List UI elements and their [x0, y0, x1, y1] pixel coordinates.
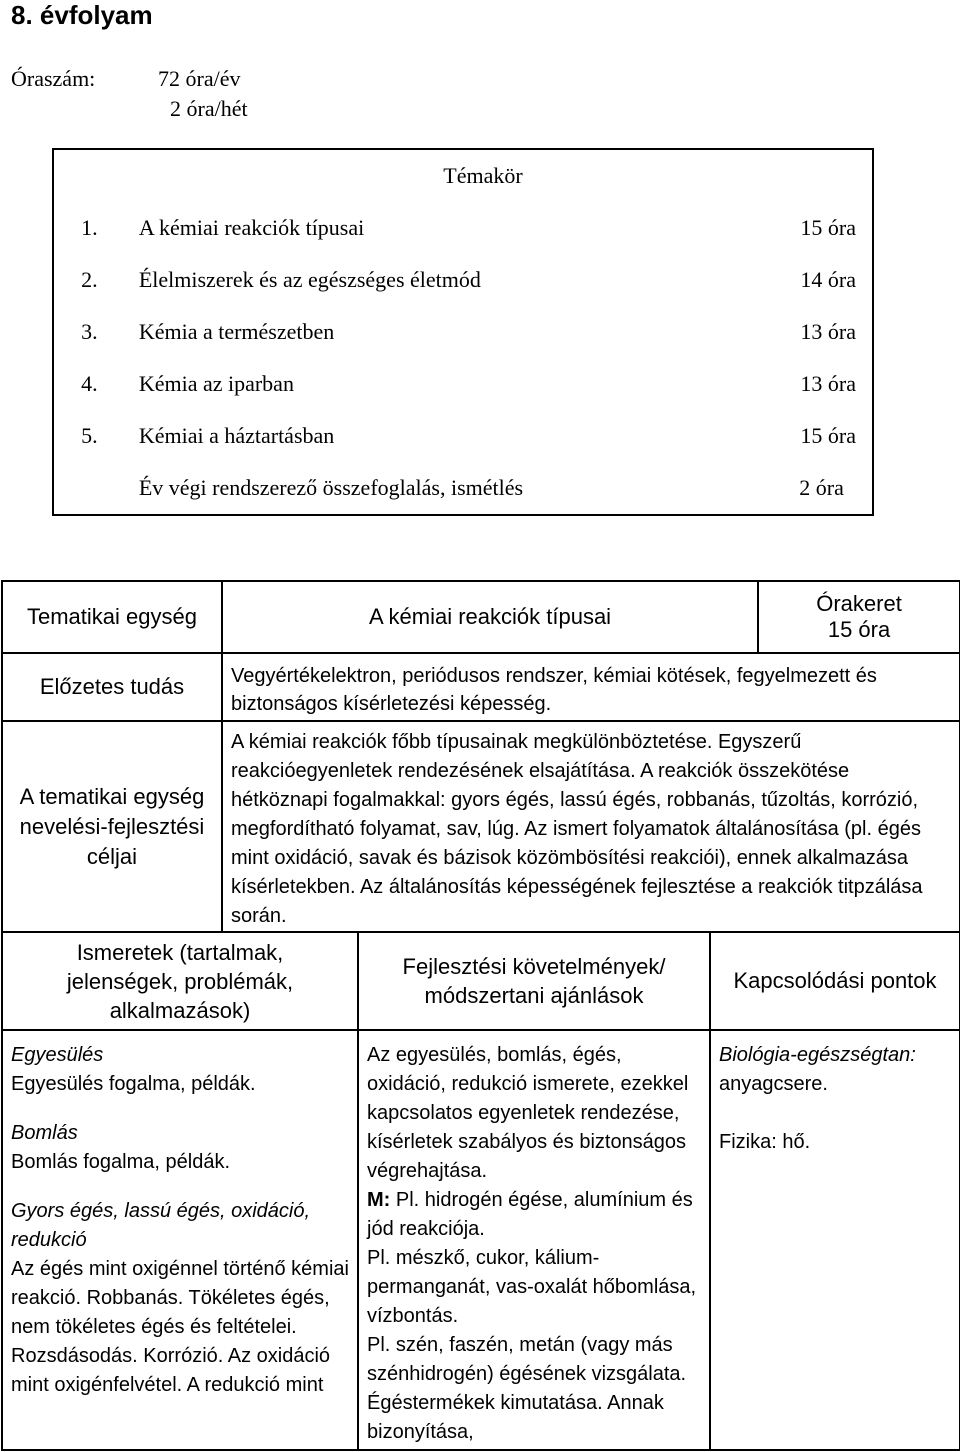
knowledge-item [11, 1119, 349, 1177]
topic-hours: 13 óra [771, 358, 873, 410]
topic-row [53, 462, 873, 515]
knowledge-item [11, 1041, 349, 1099]
unit-table [1, 580, 960, 1451]
knowledge-column-header: Ismeretek (tartalmak, jelenségek, problémák, alkalmazások) [66, 939, 294, 1023]
topic-number: 3. [53, 306, 125, 358]
knowledge-item [11, 1197, 349, 1400]
topic-number: 4. [53, 358, 125, 410]
connection-text-1: anyagcsere. [719, 1073, 828, 1095]
requirements-cell [358, 1030, 710, 1450]
goals-label: A tematikai egység nevelési-fejlesztési céljai [19, 783, 205, 869]
topic-hours: 2 óra [771, 462, 873, 515]
method-text: Pl. hidrogén égése, alumínium és jód reakciója. [367, 1189, 693, 1240]
topic-hours: 15 óra [771, 410, 873, 462]
connection-text-2: hő. [776, 1131, 811, 1153]
topic-number: 2. [53, 254, 125, 306]
connections-cell [710, 1030, 960, 1450]
topic-hours: 15 óra [771, 202, 873, 254]
topic-row [53, 254, 873, 306]
hours-frame-value: 15 óra [827, 617, 891, 642]
requirements-paragraph-2: Pl. mészkő, cukor, kálium-permanganát, vas-oxalát hőbomlása, vízbontás. [367, 1247, 697, 1327]
hours-label: Óraszám: [11, 66, 96, 91]
knowledge-item-title: Egyesülés [11, 1044, 104, 1066]
connection-subject-1: Biológia-egészségtan: [719, 1044, 916, 1066]
method-label: M: [367, 1189, 391, 1211]
unit-label: Tematikai egység [27, 604, 197, 629]
connections-column-header: Kapcsolódási pontok [733, 968, 937, 993]
topic-title: A kémiai reakciók típusai [138, 215, 365, 240]
topic-hours: 14 óra [771, 254, 873, 306]
topic-title: Kémia a természetben [138, 319, 335, 344]
topic-number [53, 462, 125, 515]
topic-row [53, 410, 873, 462]
hours-per-week: 2 óra/hét [170, 96, 248, 121]
knowledge-item-title: Bomlás [11, 1122, 78, 1144]
knowledge-item-text: Egyesülés fogalma, példák. [11, 1073, 256, 1095]
knowledge-item-text: Az égés mint oxigénnel történő kémiai reakció. Robbanás. Tökéletes égés, nem tökéletes égés és feltételei. Rozsdásodás. Korrózió. Az oxidáció mint oxigénfelvétel. A redukció mint [11, 1258, 349, 1396]
topic-title: Kémia az iparban [138, 371, 294, 396]
prior-knowledge-label: Előzetes tudás [39, 674, 185, 699]
topic-row [53, 306, 873, 358]
topic-title: Év végi rendszerező összefoglalás, ismétlés [125, 462, 771, 515]
unit-title: A kémiai reakciók típusai [368, 604, 612, 629]
requirements-paragraph-3: Pl. szén, faszén, metán (vagy más szénhidrogén) égésének vizsgálata. Égéstermékek kimutatása. Annak bizonyítása, [367, 1334, 687, 1443]
topic-title: Kémiai a háztartásban [138, 423, 335, 448]
page-heading: 8. évfolyam [11, 0, 153, 30]
topic-number: 1. [53, 202, 125, 254]
connection-subject-2: Fizika: [719, 1131, 777, 1153]
topic-title: Élelmiszerek és az egészséges életmód [138, 267, 481, 292]
knowledge-item-title: Gyors égés, lassú égés, oxidáció, redukció [11, 1200, 311, 1251]
requirements-intro: Az egyesülés, bomlás, égés, oxidáció, redukció ismerete, ezekkel kapcsolatos egyenletek rendezése, kísérletek szabályos és biztonságos végrehajtása. [367, 1044, 689, 1182]
knowledge-cell [2, 1030, 358, 1450]
topic-row [53, 202, 873, 254]
topic-row [53, 358, 873, 410]
topic-hours: 13 óra [771, 306, 873, 358]
goals-text: A kémiai reakciók főbb típusainak megkülönböztetése. Egyszerű reakcióegyenletek rendezésének elsajátítása. A reakciók összekötése hétköznapi fogalmakkal: gyors égés, lassú égés, robbanás, tűzoltás, korrózió, megfordítható folyamat, sav, lúg. Az ismert folyamatok általánosítása (pl. égés mint oxidáció, savak és bázisok közömbösítési reakciói), ennek alkalmazása kísérletekben. Az általánosítás képességének fejlesztése a reakciók titpzálása során. [231, 731, 923, 927]
hours-per-year: 72 óra/év [158, 66, 241, 91]
requirements-column-header: Fejlesztési követelmények/ módszertani ajánlások [402, 954, 666, 1008]
knowledge-item-text: Bomlás fogalma, példák. [11, 1151, 231, 1173]
hours-frame-label: Órakeret [816, 591, 902, 616]
topics-header: Témakör [125, 149, 771, 202]
topics-table [52, 148, 874, 516]
topic-number: 5. [53, 410, 125, 462]
prior-knowledge-text: Vegyértékelektron, periódusos rendszer, kémiai kötések, fegyelmezett és biztonságos kísérletezési képesség. [231, 665, 877, 715]
